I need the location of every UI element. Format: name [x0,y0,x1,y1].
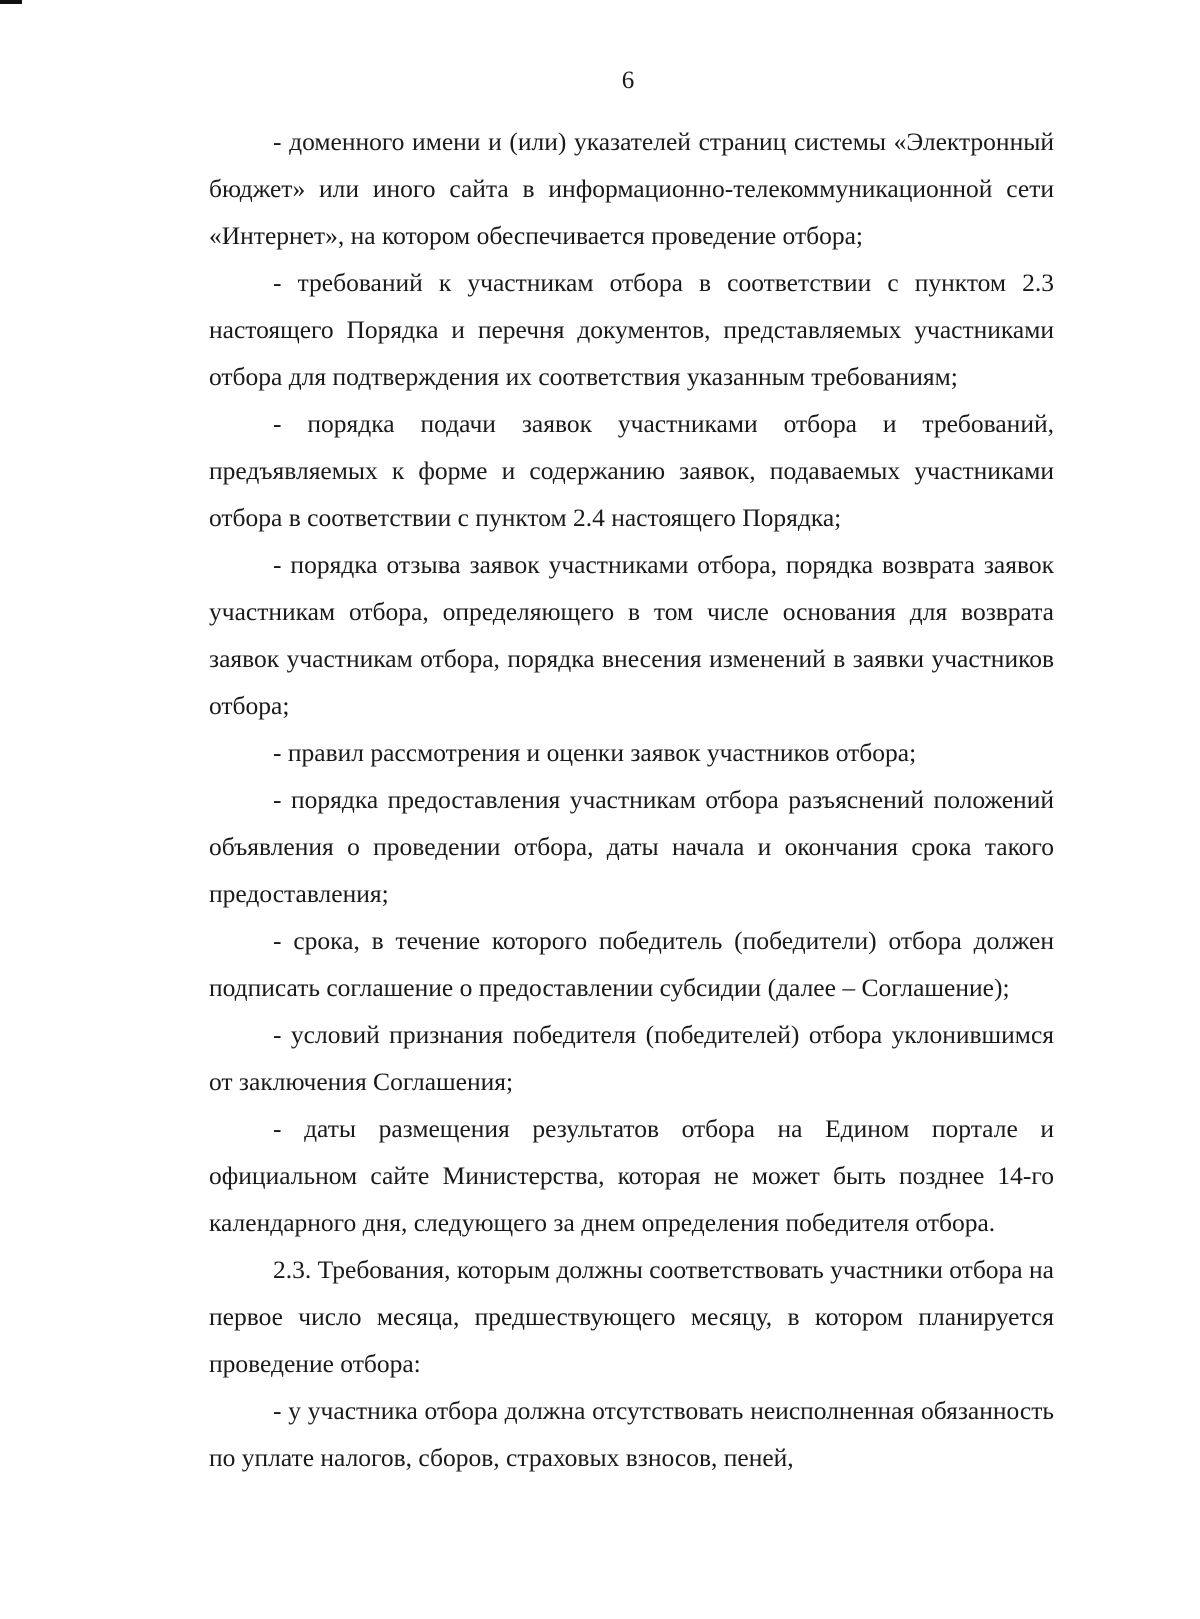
paragraph-domain-name: - доменного имени и (или) указателей страниц системы «Электронный бюджет» или иного сайта в информационно-телекоммуникационной сети «Интернет», на котором обеспечивается проведение отбора; [209,127,1054,250]
paragraph-results-publication: - даты размещения результатов отбора на Едином портале и официальном сайте Министерства, которая не может быть позднее 14-го календарного дня, следующего за днем определения победителя отбора. [209,1114,1054,1237]
document-body [209,118,1054,1481]
paragraph-agreement-deadline: - срока, в течение которого победитель (победители) отбора должен подписать соглашение о предоставлении субсидии (далее – Соглашение); [209,926,1054,1002]
scan-corner-mark [0,0,22,4]
paragraph-section-2-3: 2.3. Требования, которым должны соответствовать участники отбора на первое число месяца, предшествующего месяцу, в котором планируется проведение отбора: [209,1255,1054,1378]
paragraph-winner-evasion: - условий признания победителя (победителей) отбора уклонившимся от заключения Соглашения; [209,1020,1054,1096]
paragraph-application-withdrawal: - порядка отзыва заявок участниками отбора, порядка возврата заявок участникам отбора, определяющего в том числе основания для возврата заявок участникам отбора, порядка внесения изменений в заявки участников отбора; [209,550,1054,720]
page-number: 6 [621,67,635,94]
paragraph-application-submission: - порядка подачи заявок участниками отбора и требований, предъявляемых к форме и содержанию заявок, подаваемых участниками отбора в соответствии с пунктом 2.4 настоящего Порядка; [209,409,1054,532]
paragraph-clarifications: - порядка предоставления участникам отбора разъяснений положений объявления о проведении отбора, даты начала и окончания срока такого предоставления; [209,785,1054,908]
paragraph-evaluation-rules: - правил рассмотрения и оценки заявок участников отбора; [273,738,917,767]
paragraph-participant-requirements: - требований к участникам отбора в соответствии с пунктом 2.3 настоящего Порядка и перечня документов, представляемых участниками отбора для подтверждения их соответствия указанным требованиям; [209,268,1054,391]
paragraph-tax-obligation: - у участника отбора должна отсутствовать неисполненная обязанность по уплате налогов, сборов, страховых взносов, пеней, [209,1396,1054,1472]
